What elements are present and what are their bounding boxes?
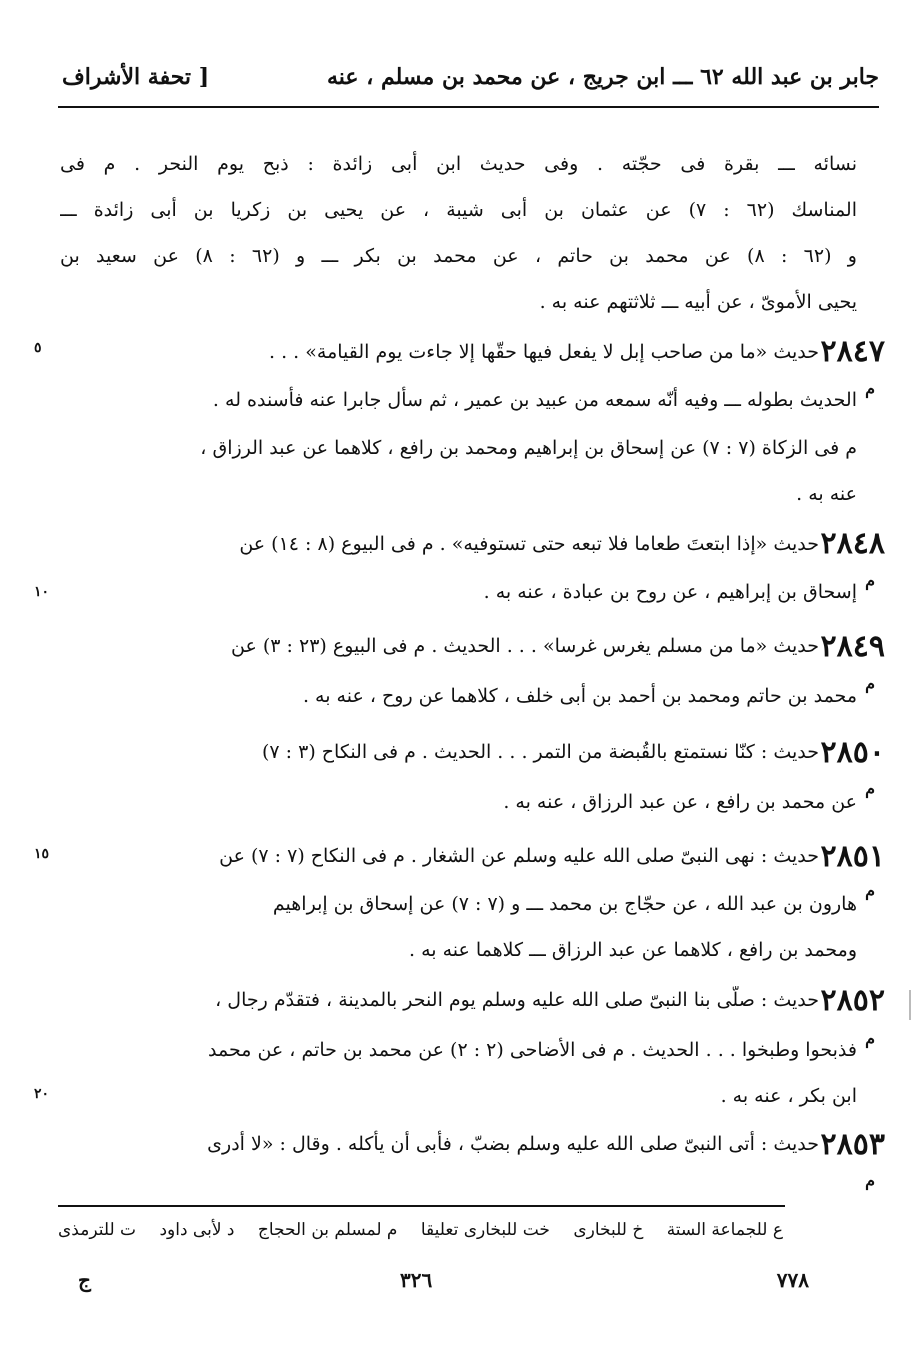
- intro-line: و (٦٢ : ٨) عن محمد بن حاتم ، عن محمد بن بكر ـــ و (٦٢ : ٨) عن سعيد بن: [60, 245, 857, 267]
- hadith-line: ومحمد بن رافع ، كلاهما عن عبد الرزاق ـــ كلاهما عنه به .: [409, 939, 857, 961]
- hadith-line: م فى الزكاة (٧ : ٧) عن إسحاق بن إبراهيم ومحمد بن رافع ، كلاهما عن عبد الرزاق ،: [200, 437, 857, 459]
- hadith-line: عن محمد بن رافع ، عن عبد الرزاق ، عنه به .: [503, 791, 857, 813]
- source-sign: م: [865, 1171, 875, 1190]
- hadith-line: حديث : نهى النبىّ صلى الله عليه وسلم عن الشغار . م فى النكاح (٧ : ٧) عن: [219, 845, 819, 867]
- source-sign: م: [865, 779, 875, 798]
- hadith-line: حديث : أتى النبىّ صلى الله عليه وسلم بضبّ ، فأبى أن يأكله . وقال : «لا أدرى: [207, 1133, 819, 1155]
- intro-line: المناسك (٦٢ : ٧) عن عثمان بن أبى شيبة ، عن يحيى بن زكريا بن أبى زائدة ـــ: [60, 199, 857, 221]
- source-sign: م: [865, 1029, 875, 1048]
- source-sign: م: [865, 379, 875, 398]
- margin-line-number: ١٥: [34, 846, 50, 862]
- intro-line: نسائه ـــ بقرة فى حجّته . وفى حديث ابن أبى زائدة : ذبح يوم النحر . م فى: [60, 153, 857, 175]
- scan-mark: [909, 990, 911, 1020]
- legend-item: م لمسلم بن الحجاج: [257, 1220, 398, 1240]
- margin-line-number: ٢٠: [34, 1086, 50, 1102]
- hadith-line: الحديث بطوله ـــ وفيه أنّه سمعه من عبيد بن عمير ، ثم سأل جابرا عنه فأسنده له .: [212, 389, 857, 411]
- abbreviations-legend: [58, 1220, 783, 1240]
- hadith-line: فذبحوا وطبخوا . . . الحديث . م فى الأضاحى (٢ : ٢) عن محمد بن حاتم ، عن محمد: [208, 1039, 857, 1061]
- legend-item: خ للبخارى: [573, 1220, 644, 1240]
- hadith-line: حديث «ما من مسلم يغرس غرسا» . . . الحديث . م فى البيوع (٢٣ : ٣) عن: [231, 635, 819, 657]
- hadith-number: ٢٨٥٣: [820, 1127, 885, 1162]
- hadith-line: ابن بكر ، عنه به .: [720, 1085, 857, 1107]
- source-sign: م: [865, 571, 875, 590]
- hadith-line: عنه به .: [796, 483, 857, 505]
- book-title-header: [ تحفة الأشراف: [62, 64, 210, 90]
- signature-mark: ج: [78, 1268, 91, 1292]
- intro-line: يحيى الأموىّ ، عن أبيه ـــ ثلاثتهم عنه به .: [539, 291, 857, 313]
- hadith-number: ٢٨٤٩: [820, 629, 885, 664]
- source-sign: م: [865, 881, 875, 900]
- hadith-line: إسحاق بن إبراهيم ، عن روح بن عبادة ، عنه به .: [483, 581, 857, 603]
- legend-item: ع للجماعة الستة: [666, 1220, 783, 1240]
- hadith-line: حديث : كنّا نستمتع بالقُبضة من التمر . . . الحديث . م فى النكاح (٣ : ٧): [261, 741, 819, 763]
- hadith-line: حديث «ما من صاحب إبل لا يفعل فيها حقّها إلا جاءت يوم القيامة» . . .: [269, 341, 819, 363]
- hadith-number: ٢٨٤٧: [820, 334, 885, 369]
- hadith-line: حديث «إذا ابتعتَ طعاما فلا تبعه حتى تستوفيه» . م فى البيوع (٨ : ١٤) عن: [239, 533, 819, 555]
- hadith-number: ٢٨٥٢: [820, 983, 885, 1018]
- header-rule: [58, 106, 879, 108]
- hadith-number: ٢٨٥٠: [820, 735, 885, 770]
- legend-item: د لأبى داود: [159, 1220, 235, 1240]
- hadith-line: هارون بن عبد الله ، عن حجّاج بن محمد ـــ و (٧ : ٧) عن إسحاق بن إبراهيم: [272, 893, 857, 915]
- legend-item: ت للترمذى: [58, 1220, 137, 1240]
- legend-item: خت للبخارى تعليقا: [420, 1220, 550, 1240]
- hadith-number: ٢٨٥١: [820, 839, 885, 874]
- page-number: ٧٧٨: [776, 1268, 809, 1292]
- original-page-number: ٣٢٦: [400, 1268, 433, 1292]
- footer-rule: [58, 1205, 785, 1207]
- hadith-line: حديث : صلّى بنا النبىّ صلى الله عليه وسلم يوم النحر بالمدينة ، فتقدّم رجال ،: [215, 989, 819, 1011]
- source-sign: م: [865, 674, 875, 693]
- running-header: جابر بن عبد الله ٦٢ ـــ ابن جريج ، عن محمد بن مسلم ، عنه: [327, 64, 879, 90]
- margin-line-number: ١٠: [34, 584, 50, 600]
- hadith-line: محمد بن حاتم ومحمد بن أحمد بن أبى خلف ، كلاهما عن روح ، عنه به .: [302, 685, 857, 707]
- hadith-number: ٢٨٤٨: [820, 526, 885, 561]
- margin-line-number: ٥: [34, 340, 42, 356]
